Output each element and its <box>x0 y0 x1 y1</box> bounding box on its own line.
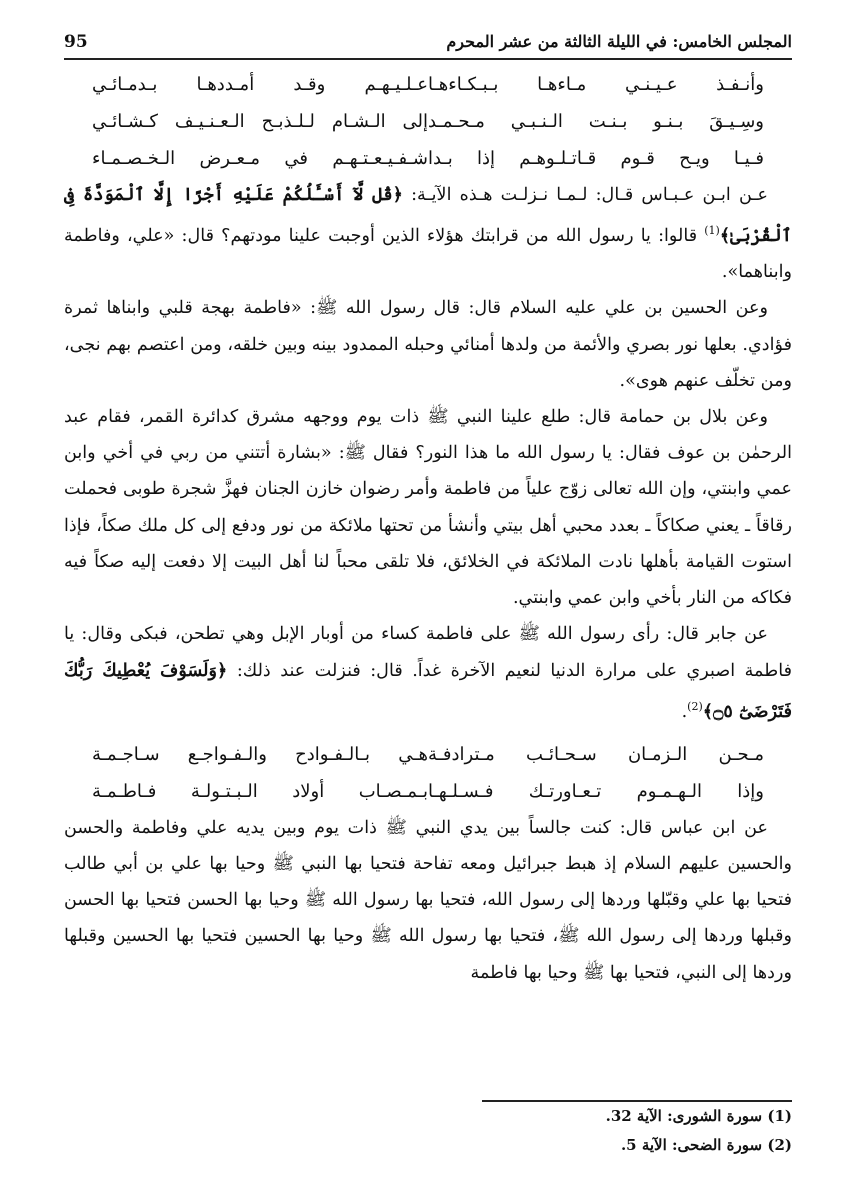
verse-first-hemistich: وإذا الـهـمـوم تـعـاورتـك فـسـلـهـا <box>428 780 764 802</box>
verse-first-hemistich: وأنـفـذ عـيـنـي مـاءهـا بـبـكـاءهـا <box>428 74 764 95</box>
paragraph-apple: عن ابن عباس قال: كنت جالساً بين يدي النبي ﷺ ذات يوم وبين يديه علي وفاطمة والحسن والحسين عليهم السلام إذ هبط جبرائيل ومعه تفاحة فتحيا بها النبي ﷺ وحيا بها علي بن أبي طالب فتحيا بها علي وقبّلها وردها إلى رسول الله، فتحيا بها رسول الله ﷺ وحيا بها الحسن فتحيا بها الحسن وقبلها وردها إلى رسول الله ﷺ، فتحيا بها رسول الله ﷺ وحيا بها الحسين فتحيا بها الحسين وقبلها وردها إلى النبي، فتحيا بها ﷺ وحيا بها فاطمة <box>64 817 792 983</box>
verse-second-hemistich: إلى الـشـام لـلـذبـح الـعـنـيـف كـشـائـي <box>92 111 428 132</box>
paragraph-text: عن جابر قال: رأى رسول الله ﷺ على فاطمة كساء من أوبار الإبل وهي تطحن، فبكى وقال: يا فاطمة اصبري على مرارة الدنيا لنعيم الآخرة غداً. قال: فنزلت عند ذلك: <box>64 624 792 681</box>
verse-first-hemistich: مـحـن الـزمـان سـحـائـب مـترادفـة <box>428 743 764 765</box>
footnote-number: (1) <box>767 1107 792 1125</box>
paragraph-jabir <box>64 616 792 729</box>
footnote <box>64 1102 792 1131</box>
footnote-marker: (2) <box>687 699 703 713</box>
quran-verse: ﴿قُل لَّآ أَسْـَٔلُكُمْ عَلَيْهِ أَجْرًا إِلَّا ٱلْمَوَدَّةَ فِى ٱلْقُرْبَىٰ﴾ <box>64 184 792 247</box>
poem-verse <box>64 103 792 140</box>
footnote-text: سورة الشورى: الآية 32. <box>605 1107 763 1125</box>
footnote <box>64 1131 792 1160</box>
poem-verse <box>64 140 792 177</box>
paragraph-text: . <box>681 701 688 722</box>
page-number: 95 <box>64 32 88 52</box>
verse-first-hemistich: فـيـا ويـح قـوم قـاتـلـوهـم إذا بـدا <box>428 148 764 169</box>
paragraph-text: عـن ابـن عـبـاس قـال: لـمـا نـزلـت هـذه الآيـة: <box>403 185 768 205</box>
poem-verse <box>64 773 792 810</box>
verse-second-hemistich: هـي بـالـفـوادح والـفـواجـع سـاجـمـة <box>92 743 428 765</box>
verse-second-hemistich: شـفـيـعـتـهـم في مـعـرض الـخـصـمـاء <box>92 148 428 169</box>
quran-verse: ﴿وَلَسَوْفَ يُعْطِيكَ رَبُّكَ فَتَرْضَىٰٓ ۝٥﴾ <box>64 659 792 722</box>
chapter-title: المجلس الخامس: في الليلة الثالثة من عشر المحرم <box>446 32 792 51</box>
paragraph-bilal: وعن بلال بن حمامة قال: طلع علينا النبي ﷺ ذات يوم ووجهه مشرق كدائرة القمر، فقام عبد الرحمٰن بن عوف فقال: يا رسول الله ما هذا النور؟ فقال ﷺ: «بشارة أتتني من ربي في أخي وابن عمي وابنتي، وإن الله تعالى زوّج علياً من فاطمة وأمر رضوان خازن الجنان فهزَّ شجرة طوبى فحملت رقاقاً ـ يعني صكاكاً ـ بعدد محبي أهل بيتي وأنشأ من تحتها ملائكة من نور ودفع إلى كل ملك صكاً، فإذا استوت القيامة بأهلها نادت الملائكة في الخلائق، فلا تلقى محباً لنا أهل البيت إلا دفعت إليه صكاً فيه فكاكه من النار بأخي وابن عمي وابنتي. <box>64 407 792 609</box>
verse-second-hemistich: عـلـيـهـم وقـد أمـددهـا بـدمـائـي <box>92 74 428 95</box>
poem-block-1 <box>64 66 792 177</box>
running-header <box>64 22 792 60</box>
verse-first-hemistich: وسِـيـقَ بـنـو بـنـت الـنـبـي مـحـمـد <box>428 111 764 132</box>
poem-block-2 <box>64 736 792 810</box>
footnotes <box>64 1100 792 1160</box>
book-page <box>64 22 792 1172</box>
verse-second-hemistich: بـمـصـاب أولاد الـبـتـولـة فـاطـمـة <box>92 780 428 802</box>
poem-verse <box>64 66 792 103</box>
poem-verse <box>64 736 792 773</box>
paragraph-text: قالوا: يا رسول الله من قرابتك هؤلاء الذين أوجبت علينا مودتهم؟ قال: «علي، وفاطمة وابناهما». <box>64 226 792 283</box>
paragraph-ibn-abbas <box>64 177 792 290</box>
paragraph-husayn: وعن الحسين بن علي عليه السلام قال: قال رسول الله ﷺ: «فاطمة بهجة قلبي وابناها ثمرة فؤادي. بعلها نور بصري والأئمة من ولدها أمنائي وحبله الممدود بينه وبين خلقه، ومن اعتصم بهم نجى، ومن تخلّف عنهم هوى». <box>64 298 792 391</box>
footnote-marker: (1) <box>704 224 720 238</box>
footnote-text: سورة الضحى: الآية 5. <box>620 1136 763 1154</box>
footnote-number: (2) <box>767 1136 792 1154</box>
